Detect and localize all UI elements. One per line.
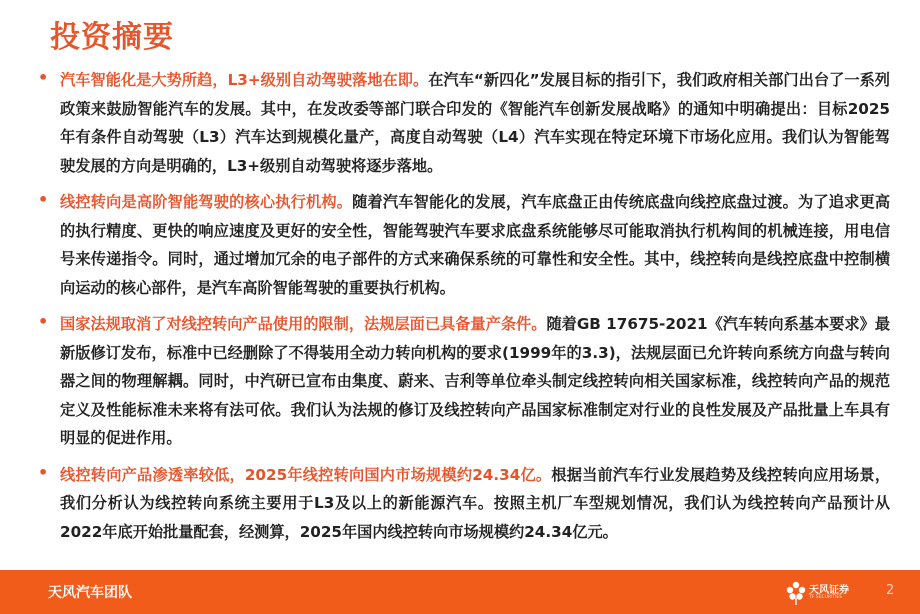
summary-bullet-1 xyxy=(38,66,890,180)
bullet-body: 根据当前汽车行业发展趋势及线控转向应用场景，我们分析认为线控转向系统主要用于L3及以上的新能源汽车。按照主机厂车型规划情况，我们认为线控转向产品预计从2022年底开始批量配套，经测算，2025年国内线控转向市场规模约24.34亿元。 xyxy=(60,465,891,541)
summary-bullet-3 xyxy=(38,310,890,453)
bullet-dot-icon: • xyxy=(38,190,49,209)
bullet-highlight: 国家法规取消了对线控转向产品使用的限制，法规层面已具备量产条件。 xyxy=(60,315,547,333)
bullet-highlight: 线控转向是高阶智能驾驶的核心执行机构。 xyxy=(60,193,353,211)
bullet-dot-icon: • xyxy=(38,68,49,87)
page-number: 2 xyxy=(886,583,895,598)
bullet-body: 在汽车“新四化”发展目标的指引下，我们政府相关部门出台了一系列政策来鼓励智能汽车的发展。其中，在发改委等部门联合印发的《智能汽车创新发展战略》的通知中明确提出：目标2025年有条件自动驾驶（L3）汽车达到规模化量产，高度自动驾驶（L4）汽车实现在特定环境下市场化应用。我们认为智能驾驶发展的方向是明确的，L3+级别自动驾驶将逐步落地。 xyxy=(60,71,890,175)
bullet-dot-icon: • xyxy=(38,312,49,331)
footer-team-label: 天风汽车团队 xyxy=(48,585,132,601)
flower-logo-icon xyxy=(786,581,806,605)
bullet-body: 随着GB 17675-2021《汽车转向系基本要求》最新版修订发布，标准中已经删除了不得装用全动力转向机构的要求(1999年的3.3)，法规层面已允许转向系统方向盘与转向器之间的物理解耦。同时，中汽研已宣布由集度、蔚来、吉利等单位牵头制定线控转向相关国家标准，线控转向产品的规范定义及性能标准未来将有法可依。我们认为法规的修订及线控转向产品国家标准制定对行业的良性发展及产品批量上车具有明显的促进作用。 xyxy=(60,315,891,447)
logo-brand-name-en: TF SECURITIES xyxy=(809,595,843,600)
bullet-paragraph xyxy=(60,188,890,302)
summary-bullet-2 xyxy=(38,188,890,302)
bullet-paragraph xyxy=(60,310,890,453)
summary-list xyxy=(38,66,890,554)
bullet-highlight: 线控转向产品渗透率较低，2025年线控转向国内市场规模约24.34亿。 xyxy=(60,465,552,484)
logo-brand-name: 天风证券 xyxy=(809,585,849,596)
page-title: 投资摘要 xyxy=(50,20,174,55)
brand-logo xyxy=(786,578,866,608)
summary-bullet-4 xyxy=(38,461,890,547)
footer-bar xyxy=(0,570,920,614)
bullet-dot-icon: • xyxy=(38,462,49,482)
bullet-paragraph xyxy=(60,66,890,180)
bullet-body: 随着汽车智能化的发展，汽车底盘正由传统底盘向线控底盘过渡。为了追求更高的执行精度、更快的响应速度及更好的安全性，智能驾驶汽车要求底盘系统能够尽可能取消执行机构间的机械连接，用电信号来传递指令。同时，通过增加冗余的电子部件的方式来确保系统的可靠性和安全性。其中，线控转向是线控底盘中控制横向运动的核心部件，是汽车高阶智能驾驶的重要执行机构。 xyxy=(60,193,891,297)
bullet-paragraph xyxy=(60,461,890,547)
bullet-highlight: 汽车智能化是大势所趋，L3+级别自动驾驶落地在即。 xyxy=(60,71,429,89)
